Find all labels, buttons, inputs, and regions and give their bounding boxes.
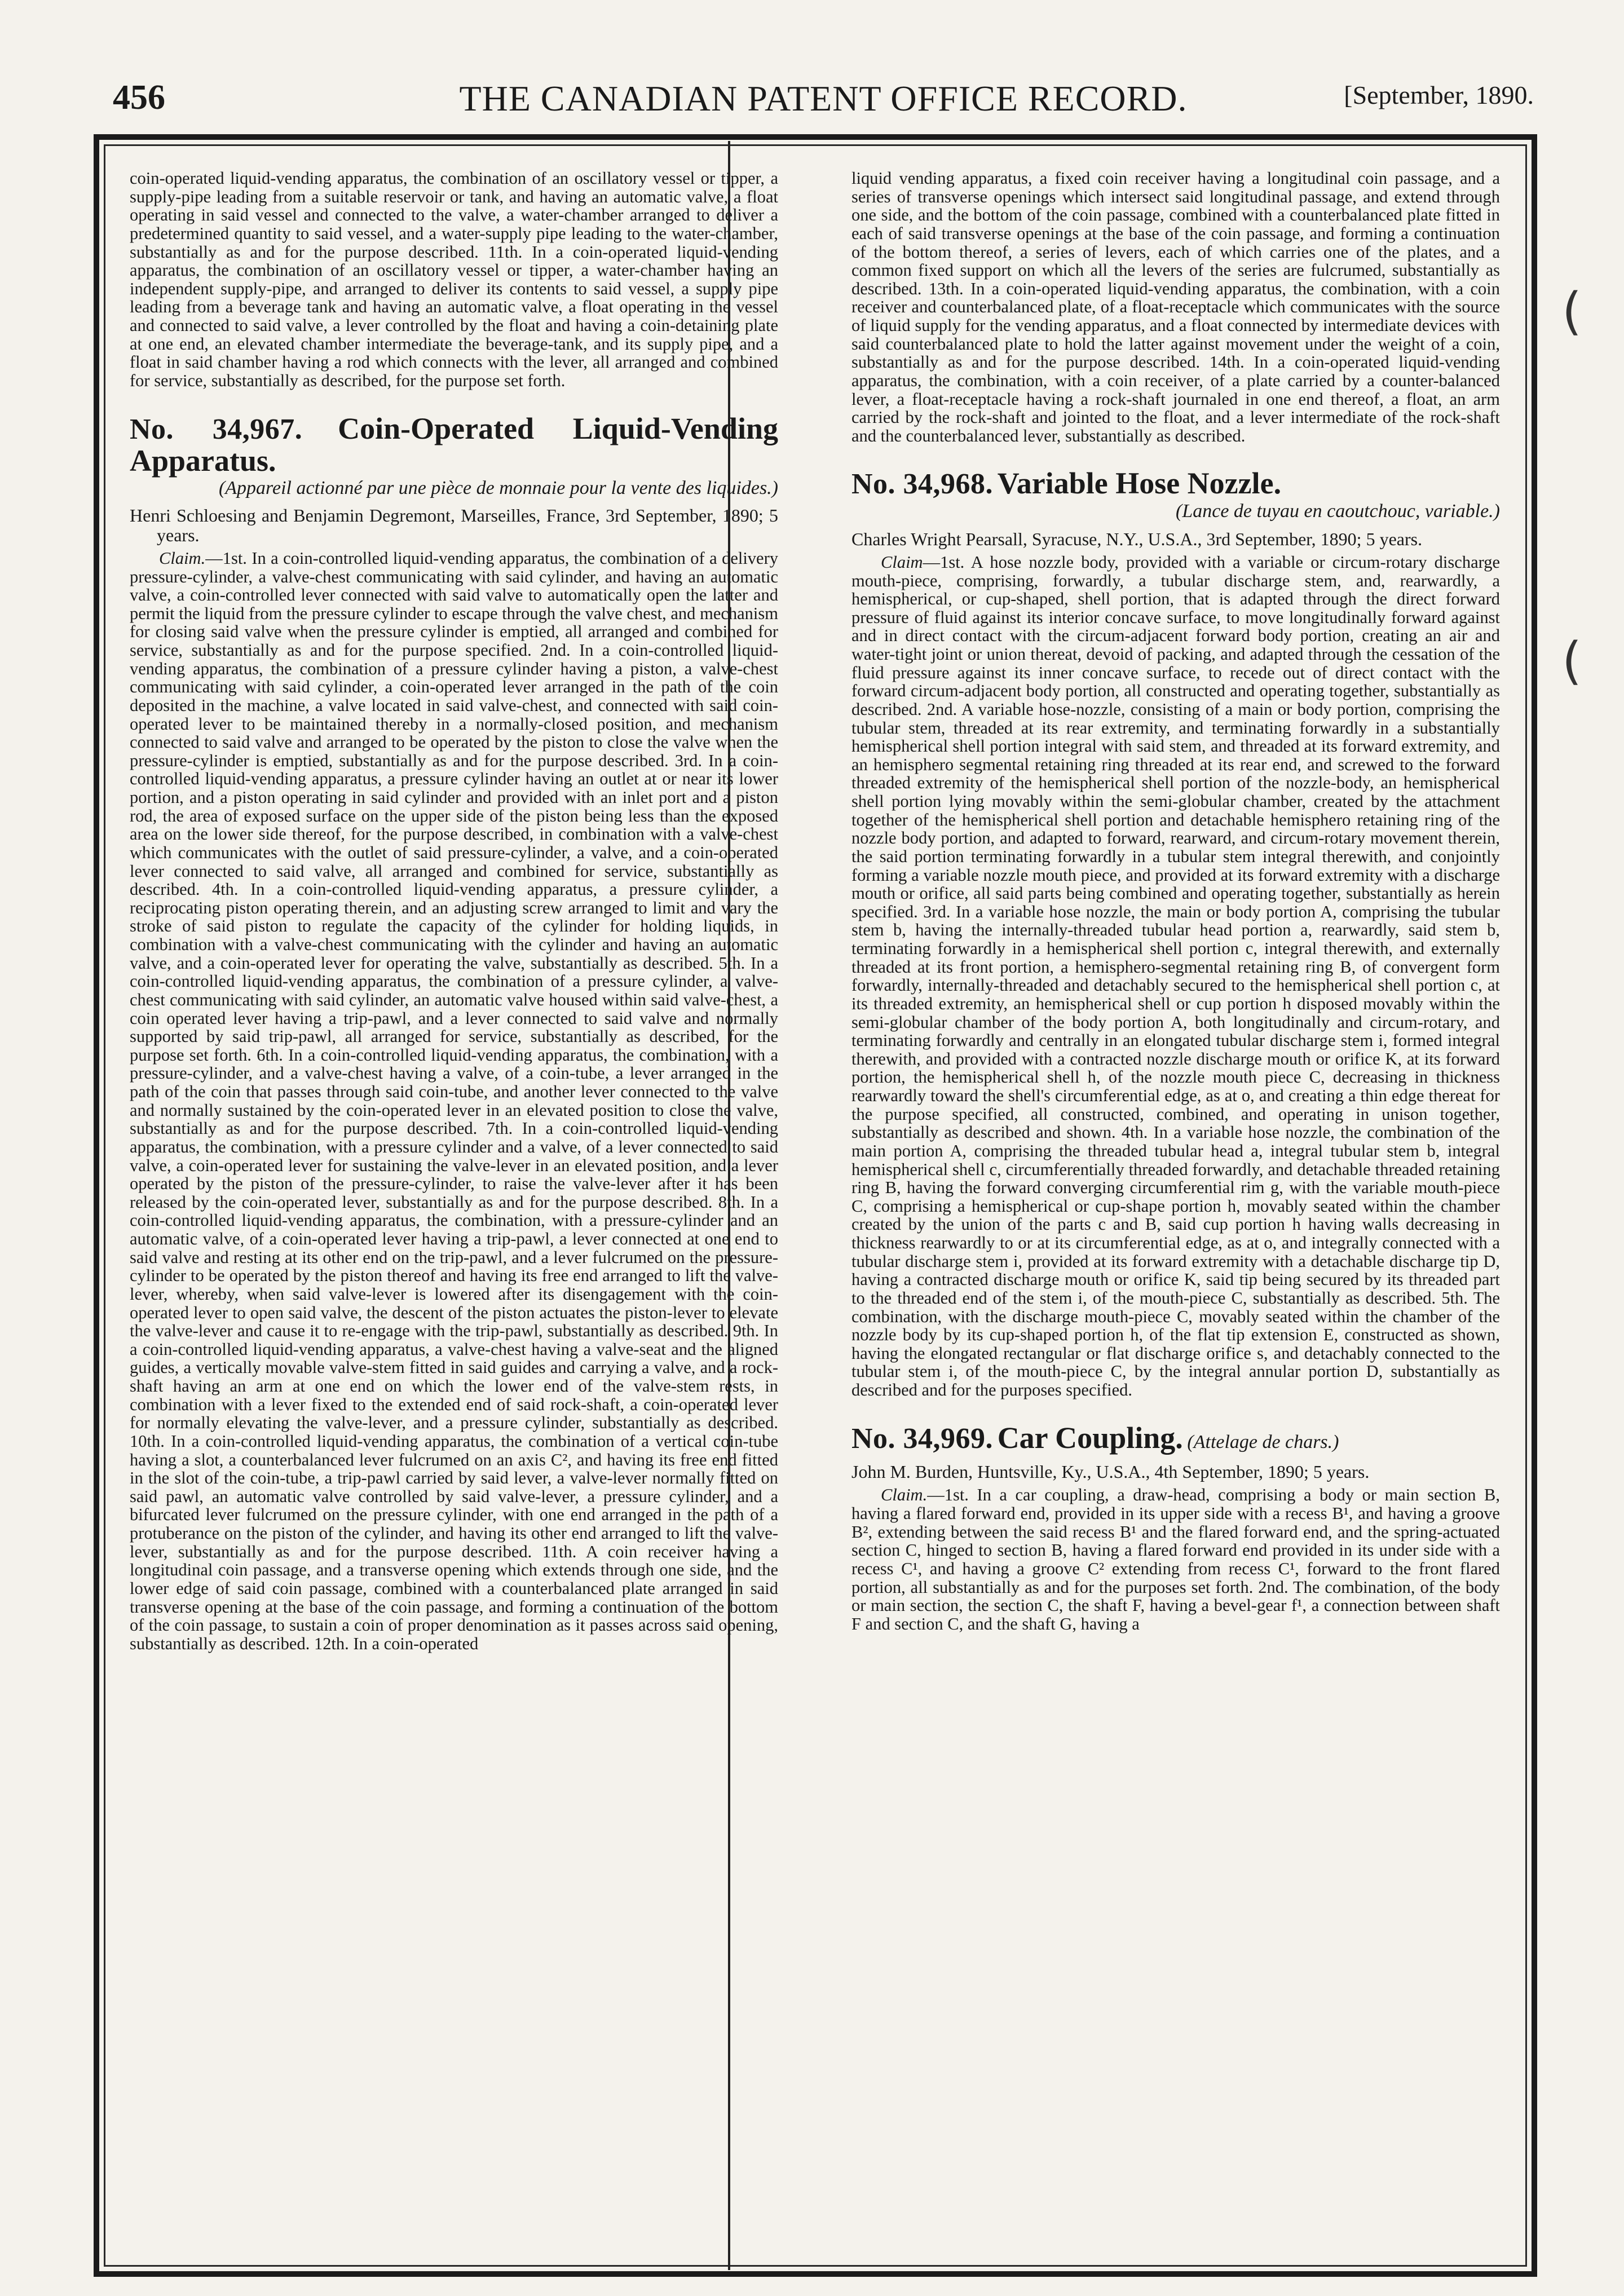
patent-french-title: (Attelage de chars.) (1187, 1431, 1339, 1452)
patent-inventors: Henri Schloesing and Benjamin Degremont, Marseilles, France, 3rd September, 1890; 5 years. (130, 505, 778, 545)
patent-heading-34969 (851, 1422, 1500, 1455)
patent-number: No. 34,969. (851, 1422, 994, 1455)
claim-text: —1st. In a car coupling, a draw-head, comprising a body or main section B, having a flared forward end, provided in its upper side with a recess B¹, and having a groove B², extending between the said recess B¹ and the flared forward end, and the spring-actuated section C, hinged to section B, having a flared forward end provided in its under side with a recess C¹, and having a groove C² extending from recess C¹, forward to the front flared portion, all substantially as and for the purposes set forth. 2nd. The combination, of the body or main section, the section C, the shaft F, having a bevel-gear f¹, a connection between shaft F and section C, and the shaft G, having a (851, 1485, 1500, 1633)
claim-label: Claim. (159, 548, 206, 568)
continued-claims-text: coin-operated liquid-vending apparatus, the combination of an oscillatory vessel or tipper, a supply-pipe leading from a suitable reservoir or tank, and having an automatic valve, a float operating in said vessel and connected to the valve, a water-chamber arranged to deliver a predetermined quantity to said vessel, and a water-supply pipe leading to the water-chamber, substantially as and for the purpose described. 11th. In a coin-operated liquid-vending apparatus, the combination of an oscillatory vessel or tipper, a water-chamber having an independent supply-pipe, and arranged to deliver its contents to said vessel, a supply pipe leading from a beverage tank and having an automatic valve, a float operating in the vessel and connected to said valve, a lever controlled by the float and having a coin-detaining plate at one end, an elevated chamber intermediate the beverage-tank, and its supply pipe, and a float in said chamber having a rod which connects with the lever, all arranged and combined for service, substantially as described, for the purpose set forth. (130, 169, 778, 390)
journal-title: THE CANADIAN PATENT OFFICE RECORD. (459, 78, 1188, 118)
patent-title: Car Coupling. (997, 1420, 1183, 1455)
claim-text: —1st. In a coin-controlled liquid-vending apparatus, the combination of a delivery pressure-cylinder, a valve-chest communicating with said cylinder, and having an automatic valve, a coin-controlled lever connected with said valve to automatically open the latter and permit the liquid from the pressure cylinder to escape through the valve chest, and mechanism for closing said valve when the pressure cylinder is emptied, all arranged and combined for service, substantially as and for the purpose specified. 2nd. In a coin-controlled liquid-vending apparatus, the combination of a pressure cylinder having a piston, a valve-chest communicating with said cylinder, a coin-operated lever arranged in the path of the coin deposited in the machine, a valve located in said valve-chest, and connected with said coin-operated lever to be maintained thereby in a normally-closed position, and mechanism connected to said valve and arranged to be operated by the piston to close the valve when the pressure-cylinder is emptied, substantially as and for the purpose described. 3rd. In a coin-controlled liquid-vending apparatus, a pressure cylinder having an outlet at or near its lower portion, and a piston operating in said cylinder and provided with an inlet port and a piston rod, the area of exposed surface on the upper side of the piston being less than the exposed area on the lower side thereof, for the purpose described, in combination with a valve-chest which communicates with the outlet of said pressure-cylinder, a valve, and a coin-operated lever connected to said valve, all arranged and combined for service, substantially as described. 4th. In a coin-controlled liquid-vending apparatus, a pressure cylinder, a reciprocating piston operating therein, and an adjusting screw arranged to limit and vary the stroke of said piston to regulate the capacity of the cylinder for holding liquids, in combination with a valve-chest communicating with the cylinder and having an automatic valve, and a coin-operated lever for operating the valve, substantially as described. 5th. In a coin-controlled liquid-vending apparatus, the combination of a pressure cylinder, a valve-chest communicating with said cylinder, an automatic valve housed within said valve-chest, a coin operated lever having a trip-pawl, and a lever connected to said valve and normally supported by said trip-pawl, all arranged for service, substantially as described, for the purpose set forth. 6th. In a coin-controlled liquid-vending apparatus, the combination, with a pressure-cylinder, and a valve-chest having a valve, of a coin-tube, a lever arranged in the path of the coin that passes through said coin-tube, and another lever connected to the valve and normally sustained by the coin-operated lever in an elevated position to close the valve, substantially as and for the purpose described. 7th. In a coin-controlled liquid-vending apparatus, the combination, with a pressure cylinder and a valve, of a lever connected to said valve, a coin-operated lever for sustaining the valve-lever in an elevated position, and a lever operated by the piston of the pressure-cylinder, to raise the valve-lever after it has been released by the coin-operated lever, substantially as and for the purpose described. 8th. In a coin-controlled liquid-vending apparatus, the combination, with a pressure-cylinder and an automatic valve, of a coin-operated lever having a trip-pawl, a lever connected at one end to said valve and resting at its other end on the trip-pawl, and a lever fulcrumed on the pressure-cylinder to be operated by the piston thereof and having its free end arranged to lift the valve-lever, whereby, when said valve-lever is lowered after its disengagement with the coin-operated lever to open said valve, the descent of the piston actuates the piston-lever to elevate the valve-lever and cause it to re-engage with the trip-pawl, substantially as described. 9th. In a coin-controlled liquid-vending apparatus, a valve-chest having a valve-seat and the aligned guides, a vertically movable valve-stem fitted in said guides and carrying a valve, and a rock-shaft having an arm at one end on which the lower end of the valve-stem rests, in combination with a lever fixed to the extended end of said rock-shaft, a coin-operated lever for normally elevating the valve-lever, and a pressure cylinder, substantially as described. 10th. In a coin-controlled liquid-vending apparatus, the combination of a vertical coin-tube having a slot, a counterbalanced lever fulcrumed on an axis C², and having its free end fitted in the slot of the coin-tube, a trip-pawl carried by said lever, a valve-lever normally fitted on said pawl, an automatic valve controlled by said valve-lever, a pressure cylinder, and a bifurcated lever fulcrumed on the pressure cylinder, with one end arranged in the path of a protuberance on the piston of the cylinder, and having its other end arranged to lift the valve-lever, substantially as and for the purpose described. 11th. A coin receiver having a longitudinal coin passage, and a transverse opening which extends through one side, and the lower edge of said coin passage, combined with a counterbalanced plate arranged in said transverse opening at the base of the coin passage, and forming a continuation of the bottom of the coin passage, to sustain a coin of proper denomination as it passes across said opening, substantially as described. 12th. In a coin-operated (130, 548, 778, 1653)
page-number: 456 (113, 78, 165, 117)
patent-number: No. 34,968. (851, 468, 994, 501)
patent-french-title: (Lance de tuyau en caoutchouc, variable.) (1176, 500, 1500, 522)
patent-heading-34967 (130, 413, 778, 498)
issue-date: [September, 1890. (1344, 81, 1534, 109)
claim-label: Claim. (881, 1485, 928, 1505)
claim-text: —1st. A hose nozzle body, provided with a variable or circum-rotary discharge mouth-piece, comprising, forwardly, a tubular discharge stem, and, rearwardly, a hemispherical, or cup-shaped, shell portion, that is adapted through the direct forward pressure of fluid against its interior concave surface, to move longitudinally forward against and in direct contact with the circum-adjacent forward body portion, creating an air and water-tight joint or union thereat, devoid of packing, and adapted through the cessation of the fluid pressure against its inner concave surface, to recede out of direct contact with the forward circum-adjacent body portion, all constructed and operating together, substantially as described. 2nd. A variable hose-nozzle, consisting of a main or body portion, comprising the tubular stem, threaded at its rear extremity, and terminating forwardly in a substantially hemispherical shell portion integral with said stem, and threaded at its forward extremity, and an hemisphero segmental retaining ring threaded at its rear end, and screwed to the forward threaded extremity of the hemispherical shell portion of the nozzle-body, an hemispherical shell portion lying movably within the semi-globular chamber, created by the attachment together of the hemispherical shell portion and detachable hemisphero retaining ring of the nozzle body portion, and adapted to forward, rearward, and circum-rotary movement therein, the said portion terminating forwardly in a tubular stem integral therewith, and conjointly forming a variable nozzle mouth piece, and provided at its forward extremity with a discharge mouth or orifice, all said parts being combined and operating together, substantially as herein specified. 3rd. In a variable hose nozzle, the main or body portion A, comprising the tubular stem b, having the internally-threaded tubular head portion a, rearwardly, said stem b, terminating forwardly in a hemispherical shell portion c, integral therewith, and externally threaded at its front portion, a hemisphero-segmental retaining ring B, of convergent form forwardly, internally-threaded and detachably secured to the hemispherical shell portion c, at its threaded extremity, an hemispherical shell or cup portion h disposed movably within the semi-globular chamber of the body portion A, both longitudinally and circum-rotary, and terminating forwardly and centrally in an elongated tubular discharge stem i, formed integral therewith, and provided with a contracted nozzle discharge mouth or orifice K, at its forward portion, the hemispherical shell h, of the nozzle mouth piece C, decreasing in thickness rearwardly toward the shell's circumferential edge, as at o, and creating a thin edge thereat for the purpose specified, all constructed, combined, and operating in unison together, substantially as described and shown. 4th. In a variable hose nozzle, the combination of the main portion A, comprising the threaded tubular head a, integral tubular stem b, integral hemispherical shell c, circumferentially threaded forwardly, and detachable threaded retaining ring B, having the forward converging circumferential rim g, with the variable mouth-piece C, comprising a hemispherical or cup-shape portion h, movably seated within the chamber created by the union of the parts c and B, said cup portion h having walls decreasing in thickness rearwardly to or at its circumferential edge, as at o, and integrally connected with a tubular discharge stem i, provided at its forward extremity with a detachable discharge tip D, having a contracted discharge mouth or orifice K, said tip being secured by its threaded part to the threaded end of the stem i, of the mouth-piece C, substantially as described. 5th. The combination, with the discharge mouth-piece C, movably seated within the chamber of the nozzle body by its cup-shaped portion h, of the flat tip extension E, constructed as shown, having the elongated rectangular or flat discharge orifice s, and detachably connected to the tubular stem i, of the mouth-piece C, by the integral annular portion D, substantially as described and for the purposes specified. (851, 552, 1500, 1400)
patent-inventors: Charles Wright Pearsall, Syracuse, N.Y., U.S.A., 3rd September, 1890; 5 years. (851, 528, 1423, 549)
patent-number: No. 34,967. (130, 413, 303, 445)
patent-title: Variable Hose Nozzle. (997, 466, 1282, 501)
patent-heading-34968 (851, 467, 1500, 521)
patent-claims (851, 553, 1500, 1399)
margin-bracket-mark: ( (1562, 282, 1582, 341)
right-column (851, 169, 1500, 2255)
patent-french-title: (Appareil actionné par une pièce de monnaie pour la vente des liquides.) (218, 477, 778, 498)
claim-label: Claim (881, 552, 923, 572)
patent-claims (851, 1486, 1500, 1633)
running-head (113, 78, 1534, 129)
patent-title: Coin-Operated Liquid-Vending Apparatus. (130, 411, 778, 478)
left-column (130, 169, 778, 2255)
margin-bracket-mark: ( (1562, 632, 1582, 691)
continued-claims-text: liquid vending apparatus, a fixed coin receiver having a longitudinal coin passage, and a series of transverse openings which intersect said longitudinal passage, and extend through one side, and the bottom of the coin passage, combined with a counterbalanced plate fitted in each of said transverse openings at the base of the coin passage, and forming a continuation of the bottom thereof, a series of levers, each of which carries one of the plates, and a common fixed support on which all the levers of the series are fulcrumed, substantially as described. 13th. In a coin-operated liquid-vending apparatus, the combination, with a coin receiver and counterbalanced plate, of a float-receptacle which communicates with the source of liquid supply for the vending apparatus, and a float connected by intermediate devices with said counterbalanced plate to hold the latter against movement under the weight of a coin, substantially as and for the purpose described. 14th. In a coin-operated liquid-vending apparatus, the combination, with a coin receiver, of a plate carried by a counter-balanced lever, a float-receptacle having a rock-shaft journaled in one end thereof, a float, an arm carried by the rock-shaft and jointed to the float, and a lever intermediate of the rock-shaft and the counterbalanced lever, substantially as described. (851, 169, 1500, 445)
patent-inventors: John M. Burden, Huntsville, Ky., U.S.A., 4th September, 1890; 5 years. (851, 1462, 1370, 1482)
patent-claims (130, 549, 778, 1653)
